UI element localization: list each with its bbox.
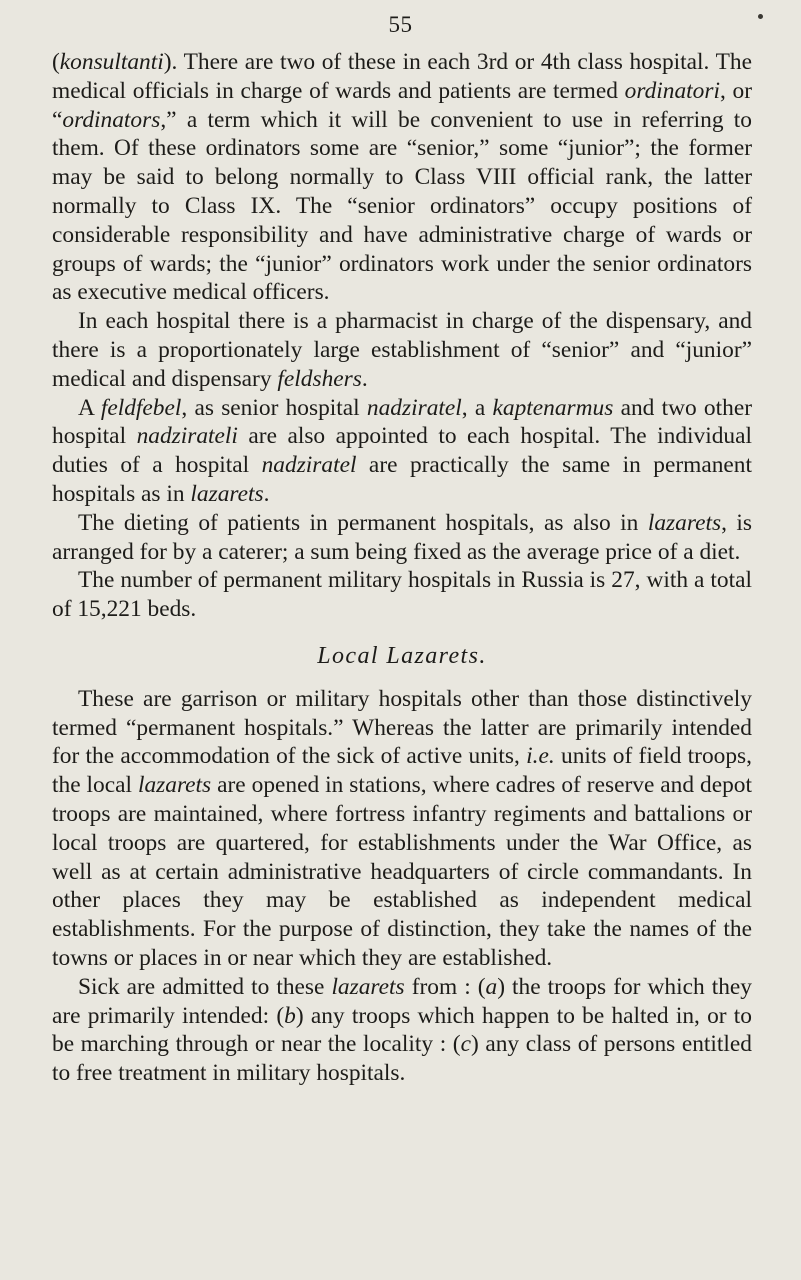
italic-term: kaptenarmus <box>492 394 614 421</box>
italic-term: i.e. <box>526 743 555 770</box>
italic-term: ordinators <box>62 106 161 133</box>
italic-term: feldshers <box>277 365 362 392</box>
text-run: ). There are two of these in each 3rd or 4th class hospital. The medical officials in charge of wards and patients are termed <box>52 49 752 104</box>
text-run: are opened in stations, where cadres of reserve and depot troops are maintained, where fortress infantry regiments and battalions or local troops are quartered, for establishments under the War Office, as well as at certain administrative headquarters of circle commandants. In other places they may be established as independent medical establishments. For the purpose of distinction, they take the names of the towns or places in or near which they are established. <box>52 772 752 971</box>
italic-term: nadziratel <box>366 394 462 421</box>
text-run: The dieting of patients in permanent hospitals, as also in <box>78 509 648 536</box>
italic-term: lazarets <box>137 772 212 799</box>
text-run: A <box>78 394 101 421</box>
text-run: . <box>263 480 270 507</box>
italic-term: feldfebel <box>100 394 182 421</box>
paragraph-konsultanti <box>52 48 752 307</box>
paragraph-garrison-hospitals <box>52 685 752 973</box>
italic-term: ordinatori <box>624 77 720 104</box>
text-run: ) any troops which happen to be halted in, or to be marching through or near the locality : ( <box>52 1002 753 1058</box>
text-run: ,” a term which it will be convenient to use in referring to them. Of these ordinators some are “senior,” some “junior”; the former may be said to belong normally to Class VIII official rank, the latter normally to Class IX. The “senior ordinators” occupy positions of considerable responsibility and have administrative charge of wards or groups of wards; the “junior” ordinators work under the senior ordinators as executive medical officers. <box>52 106 752 306</box>
italic-term: lazarets <box>190 480 264 507</box>
italic-term: konsultanti <box>59 49 164 75</box>
ink-speck <box>758 14 763 19</box>
section-heading: Local Lazarets. <box>317 642 487 669</box>
paragraph-number-of-hospitals <box>52 566 752 624</box>
paragraph-admission <box>52 973 752 1088</box>
italic-term: nadziratel <box>261 452 357 479</box>
text-run: The number of permanent military hospitals in Russia is 27, with a total of 15,221 beds. <box>52 567 752 623</box>
text-run: , a <box>461 394 493 421</box>
text-run: ) the troops for which they are primarily intended: ( <box>52 973 752 1029</box>
text-run: are practically the same in permanent hospitals as in <box>52 452 752 507</box>
paragraph-feldfebel <box>52 394 752 509</box>
text-run: ) any class of persons entitled to free treatment in military hospitals. <box>52 1031 752 1087</box>
page-number: 55 <box>388 12 413 37</box>
paragraph-pharmacist <box>52 307 752 393</box>
body-text <box>52 48 752 1088</box>
text-run: from : ( <box>404 973 486 1000</box>
text-run: are also appointed to each hospital. The individual duties of a hospital <box>52 423 753 479</box>
text-run: ( <box>52 49 60 75</box>
text-run: and two other hospital <box>52 394 752 450</box>
text-run: In each hospital there is a pharmacist in charge of the dispensary, and there is a proportionately large establishment of “senior” and “junior” medical and dispensary <box>52 308 752 392</box>
text-run: , or “ <box>52 77 752 133</box>
italic-term: lazarets <box>647 509 722 536</box>
text-run: Sick are admitted to these <box>78 973 332 1000</box>
italic-term: c <box>460 1031 471 1058</box>
text-run: These are garrison or military hospitals other than those distinctively termed “permanent hospitals.” Whereas the latter are primarily intended for the accommodation of the sick of active units, <box>52 685 752 770</box>
text-run: , as senior hospital <box>181 394 367 421</box>
paragraph-dieting <box>52 509 752 567</box>
italic-term: a <box>485 973 498 1000</box>
text-run: , is arranged for by a caterer; a sum being fixed as the average price of a diet. <box>52 509 753 565</box>
text-run: . <box>361 365 368 392</box>
italic-term: lazarets <box>331 973 405 1000</box>
italic-term: nadzirateli <box>136 423 238 450</box>
italic-term: b <box>284 1002 296 1029</box>
text-run: units of field troops, the local <box>52 743 752 799</box>
